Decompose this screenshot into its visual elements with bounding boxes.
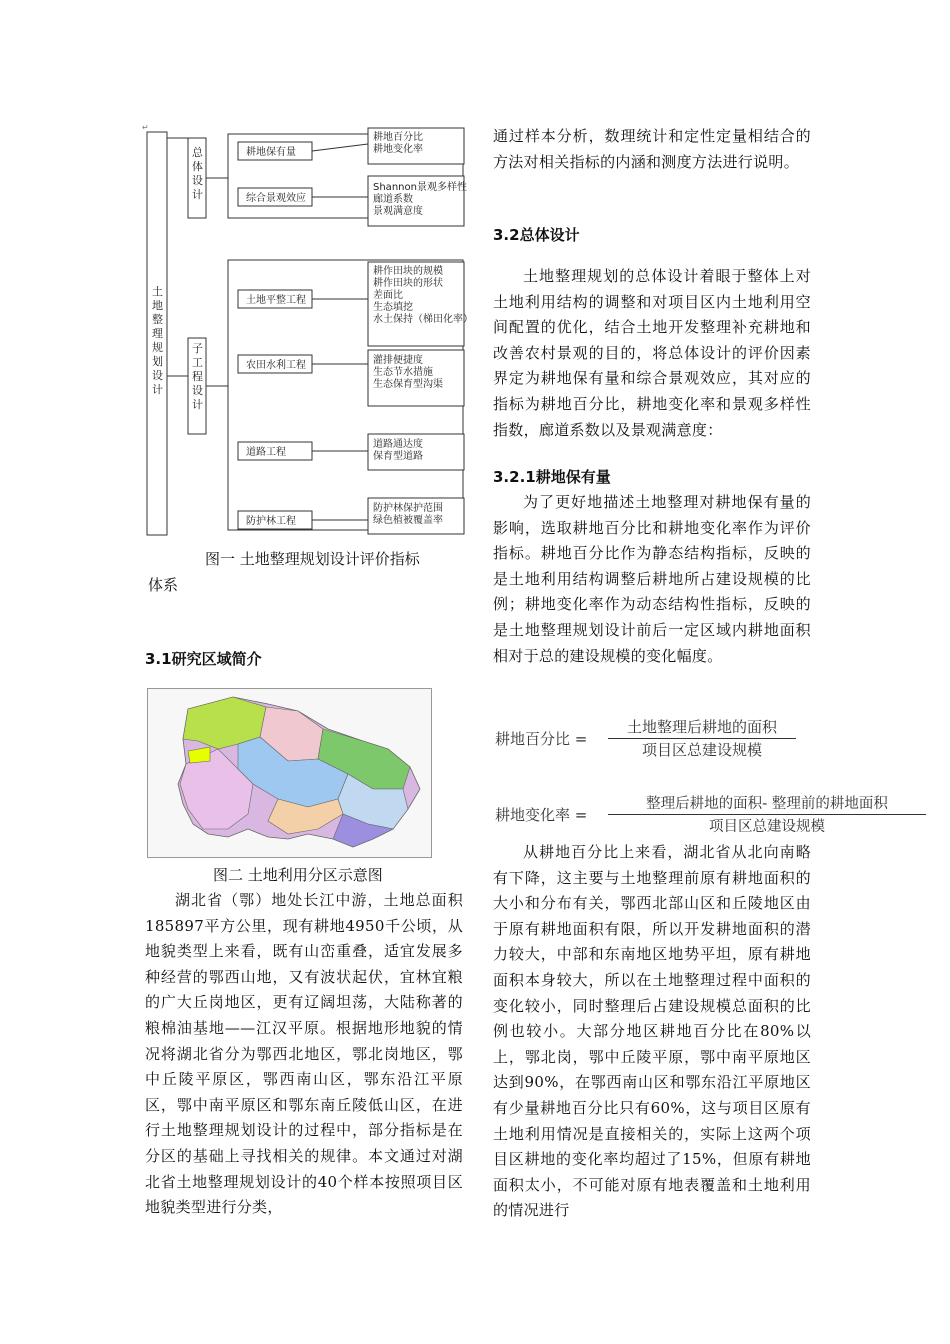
indicator-label: 耕地百分比 <box>373 132 423 143</box>
node-label-4: 农田水利工程 <box>246 360 306 371</box>
indicator-label: 廊道系数 <box>373 194 413 205</box>
formula-cultivated-percentage-fraction <box>608 716 796 760</box>
section-3-1-body: 湖北省（鄂）地处长江中游，土地总面积185897平方公里，现有耕地4950千公顷，从地貌类型上来看，既有山峦重叠，适宜发展多种经营的鄂西山地，又有波状起伏，宜林宜粮的广大丘岗地区，更有辽阔坦荡，大陆称著的粮棉油基地——江汉平原。根据地形地貌的情况将湖北省分为鄂西北地区，鄂北岗地区，鄂中丘陵平原区，鄂西南山区，鄂东沿江平原区，鄂中南平原区和鄂东南丘陵低山区，在进行土地整理规划设计的过程中，部分指标是在分区的基础上寻找相关的规律。本文通过对湖北省土地整理规划设计的40个样本按照项目区地貌类型进行分类， <box>145 891 463 1217</box>
indicator-label: 防护林保护范围 <box>373 503 443 514</box>
group-sub-label: 子工程设计 <box>192 342 203 411</box>
indicator-label: 耕作田块的规模 <box>373 266 443 277</box>
formula1-denominator: 项目区总建设规模 <box>641 741 762 759</box>
section-3-2-1-analysis: 从耕地百分比上来看，湖北省从北向南略有下降，这主要与土地整理前原有耕地面积的大小和分布有关，鄂西北部山区和丘陵地区由于原有耕地面积有限，所以开发耕地面积的潜力较大，中部和东南地区地势平坦，原有耕地面积本身较大，所以在土地整理过程中面积的变化较小，同时整理后占建设规模总面积的比例也较小。大部分地区耕地百分比在80%以上，鄂北岗，鄂中丘陵平原，鄂中南平原地区达到90%，在鄂西南山区和鄂东沿江平原地区有少量耕地百分比只有60%，这与项目区原有土地利用情况是直接相关的，实际上这两个项目区耕地的变化率均超过了15%，但原有耕地面积太小，不可能对原有地表覆盖和土地利用的情况进行 <box>493 843 811 1220</box>
root-label: 土地整理规划设计 <box>152 285 163 396</box>
section-3-2-body: 土地整理规划的总体设计着眼于整体上对土地利用结构的调整和对项目区内土地利用空间配置的优化，结合土地开发整理补充耕地和改善农村景观的目的，将总体设计的评价因素界定为耕地保有量和综合景观效应，其对应的指标为耕地百分比，耕地变化率和景观多样性指数，廊道系数以及景观满意度： <box>493 267 811 439</box>
indicator-label: 耕地变化率 <box>373 144 423 155</box>
node-label-3: 土地平整工程 <box>246 295 306 306</box>
formula-change-rate-fraction <box>608 792 926 836</box>
svg-text:↵: ↵ <box>142 123 149 132</box>
right-intro: 通过样本分析，数理统计和定性定量相结合的方法对相关指标的内涵和测度方法进行说明。 <box>493 127 811 171</box>
section-3-2-1-body: 为了更好地描述土地整理对耕地保有量的影响，选取耕地百分比和耕地变化率作为评价指标。耕地百分比作为静态结构指标，反映的是土地利用结构调整后耕地所占建设规模的比例；耕地变化率作为动态结构性指标，反映的是土地整理规划设计前后一定区域内耕地面积相对于总的建设规模的变化幅度。 <box>493 493 811 665</box>
indicator-label: 灌排便捷度 <box>373 355 423 366</box>
node-label-2: 综合景观效应 <box>246 193 306 204</box>
indicator-diagram <box>140 120 470 540</box>
section-3-2-heading: 3.2总体设计 <box>493 226 580 244</box>
formula-cultivated-percentage-lhs: 耕地百分比 = <box>495 730 588 748</box>
indicator-label: 生态节水措施 <box>373 367 433 378</box>
land-use-zoning-map <box>147 688 432 858</box>
indicator-label: 保育型道路 <box>373 451 423 462</box>
figure2-caption: 图二 土地利用分区示意图 <box>213 866 383 884</box>
indicator-label: 绿色植被覆盖率 <box>373 515 443 526</box>
indicator-label: 生态保育型沟渠 <box>373 379 443 390</box>
formula-change-rate-lhs: 耕地变化率 = <box>495 806 588 824</box>
formula2-numerator: 整理后耕地的面积- 整理前的耕地面积 <box>608 792 926 815</box>
section-3-2-1-heading: 3.2.1耕地保有量 <box>493 468 611 486</box>
formula2-denominator: 项目区总建设规模 <box>709 819 825 835</box>
indicator-label: 生态填挖 <box>373 302 413 313</box>
indicator-label: 差面比 <box>373 290 403 301</box>
node-label-5: 道路工程 <box>246 447 286 458</box>
group-overall-label: 总体设计 <box>192 146 203 201</box>
indicator-label: 景观满意度 <box>373 206 423 217</box>
figure1-caption-line1: 图一 土地整理规划设计评价指标 <box>205 550 420 568</box>
node-label-6: 防护林工程 <box>246 516 296 527</box>
indicator-label: Shannon景观多样性 <box>373 182 467 193</box>
indicator-label: 水土保持（梯田化率） <box>373 314 470 325</box>
node-label-1: 耕地保有量 <box>246 147 296 158</box>
figure-indicator-system <box>140 120 470 540</box>
section-3-1-heading: 3.1研究区域简介 <box>145 650 262 668</box>
figure1-caption-line2: 体系 <box>148 576 179 594</box>
formula1-numerator: 土地整理后耕地的面积 <box>608 716 796 739</box>
indicator-label: 道路通达度 <box>373 439 423 450</box>
indicator-label: 耕作田块的形状 <box>373 278 443 289</box>
map-illustration <box>148 689 431 857</box>
